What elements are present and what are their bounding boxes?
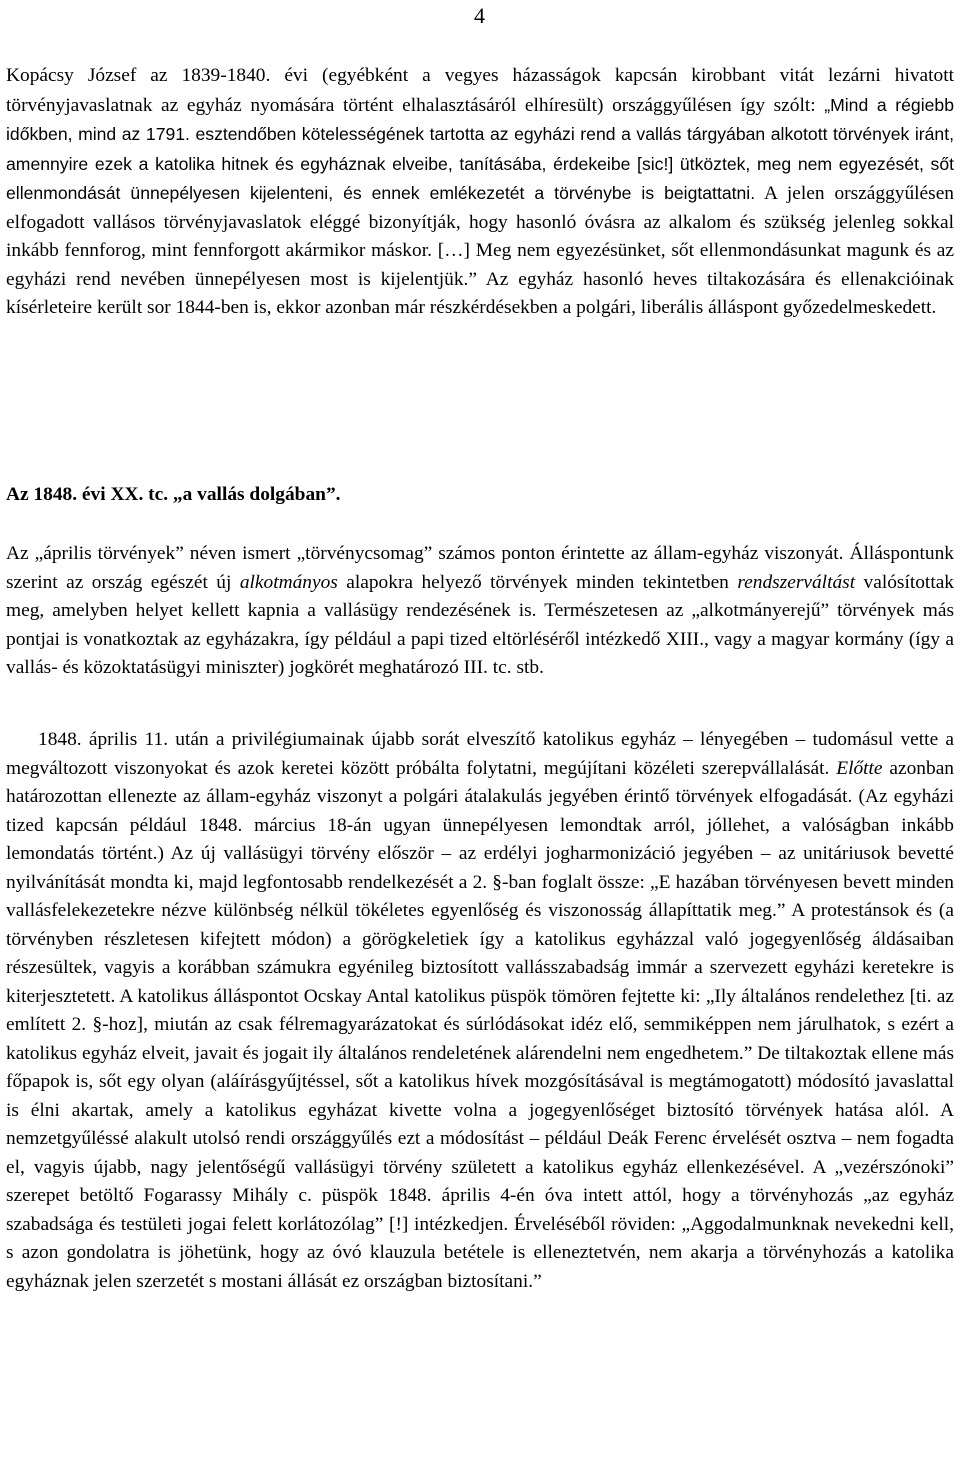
p2-part-c: valósítottak meg, amelyben helyet kellett kapnia a vallásügy rendezésének is. Természetesen az „alkotmányerejű” törvények más pontjai is vonatkoztak az egyházakra, így például a papi tized eltörléséről intézkedő XIII., vagy a magyar kormány (így a vallás- és közoktatásügyi miniszter) jogkörét meghatározó III. tc. stb. — [6, 571, 955, 678]
quote-kopacsy: „Mind a régiebb időkben, mind az 1791. esztendőben kötelességének tartotta az egyházi rend a vallás tárgyában alkotott törvények iránt, amennyire ezek a katolika hitnek és egyháznak elveibe, tanításába, érdekeibe [sic!] ütköztek, meg nem egyezését, sőt ellenmondását ünnepélyesen kijelenteni, és ennek emlékezetét a törvénybe is beigtattatni. — [6, 94, 954, 203]
p2-part-a: Az „április törvények” néven ismert „törvénycsomag” számos ponton érintette az állam-egyház viszonyát. Álláspontunk szerint az ország egészét új — [6, 543, 954, 593]
p2-emphasis-alkotmanyos: alkotmányos — [239, 571, 338, 593]
p3-part-a: 1848. április 11. után a privilégiumainak újabb sorát elveszítő katolikus egyház – lényegében – tudomásul vette a megváltozott viszonyokat és azok keretei között próbálta folytatni, megújítani közéleti szerepvállalását. — [6, 729, 954, 779]
p3-part-b: azonban határozottan ellenezte az állam-egyház viszonyt a polgári átalakulás jegyében érintő törvények elfogadását. (Az egyházi tized kapcsán például 1848. március 18-án ugyan ünnepélyesen lemondtak arról, jóllehet, a valóságban inkább lemondatás történt.) Az új vallásügyi törvény először – az erdélyi jogharmonizáció jegyében – az unitáriusok bevetté nyilvánítását mondta ki, majd legfontosabb rendelkezését a 2. §-ban foglalt össze: „E hazában törvényesen bevett minden vallásfelekezetekre nézve különbség nélkül tökéletes egyenlőség és viszonosság állapíttatik meg.” A protestánsok és (a törvényben részletesen kifejtett módon) a görögkeletiek így a katolikus egyházzal való jogegyenlőség áldásaiban részesültek, vagyis a korábban számukra egyénileg biztosított vallásszabadság immár a szervezett egyházi keretekre is kiterjesztetett. A katolikus álláspontot Ocskay Antal katolikus püspök tömören fejtette ki: „Ily általános rendelethez [ti. az említett 2. §-hoz], miután az csak félremagyarázatokat és súrlódásokat idéz elő, semmiképpen nem járulhatok, s ezért a katolikus egyház elveit, javait és jogait ily általános rendeletének alárendelni nem engedhetem.” De tiltakoztak ellene más főpapok is, sőt egy olyan (aláírásgyűjtéssel, sőt a katolikus hívek mozgósításával is megtámogatott) módosító javaslattal is élni akartak, amely a katolikus egyházat kivette volna a jogegyenlőséget biztosító törvények hatása alól. A nemzetgyűléssé alakult utolsó rendi országgyűlés ezt a módosítást – például Deák Ferenc érvelését osztva – nem fogadta el, vagyis újabb, nagy jelentőségű vallásügyi törvény született a katolikus egyház ellenkezésével. A „vezérszónoki” szerepet betöltő Fogarassy Mihály c. püspök 1848. április 4-én óva intett attól, hogy a törvényhozás „az egyház szabadsága és testületi jogai felett korlátozólag” [!] intézkedjen. Érveléséből röviden: „Aggodalmunknak nevekedni kell, s azon gondolatra is jöhetünk, hogy az óvó klauzula betétele is elleneztetvén, nem akarja a törvényhozás a katolika egyháznak jelen szerzetét s mostani állását ez országban biztosítani.” — [6, 757, 954, 1292]
paragraph-intro-rest: A jelen országgyűlésen elfogadott vallásos törvényjavaslatok eléggé bizonyítják, hogy hasonló óvásra az alkalom és szükség jelenleg sokkal inkább fennforog, mint fennforgott akármikor máskor. […] Meg nem egyezésünket, sőt ellenmondásunkat magunk és az egyházi rend nevében ünnepélyesen most is kijelentjük.” Az egyház hasonló heves tiltakozására és ellenakcióinak kísérleteire került sor 1844-ben is, ekkor azonban már részkérdésekben a polgári, liberális álláspont győzedelmeskedett. — [6, 183, 955, 318]
paragraph-after-april — [6, 726, 954, 1296]
paragraph-april-laws — [6, 540, 954, 683]
section-heading: Az 1848. évi XX. tc. „a vallás dolgában”. — [6, 484, 341, 505]
p3-emphasis-elotte: Előtte — [836, 757, 883, 779]
paragraph-intro — [6, 62, 954, 323]
p2-part-b: alapokra helyező törvények minden tekintetben — [337, 571, 738, 593]
p2-emphasis-rendszervaltast: rendszerváltást — [737, 571, 856, 593]
paragraph-intro-lead: Kopácsy József az 1839-1840. évi (egyébként a vegyes házasságok kapcsán kirobbant vitát lezárni hivatott törvényjavaslatnak az egyház nyomására történt elhalasztásáról elhíresült) országgyűlésen így szólt: — [6, 65, 954, 116]
page-number: 4 — [474, 3, 485, 28]
